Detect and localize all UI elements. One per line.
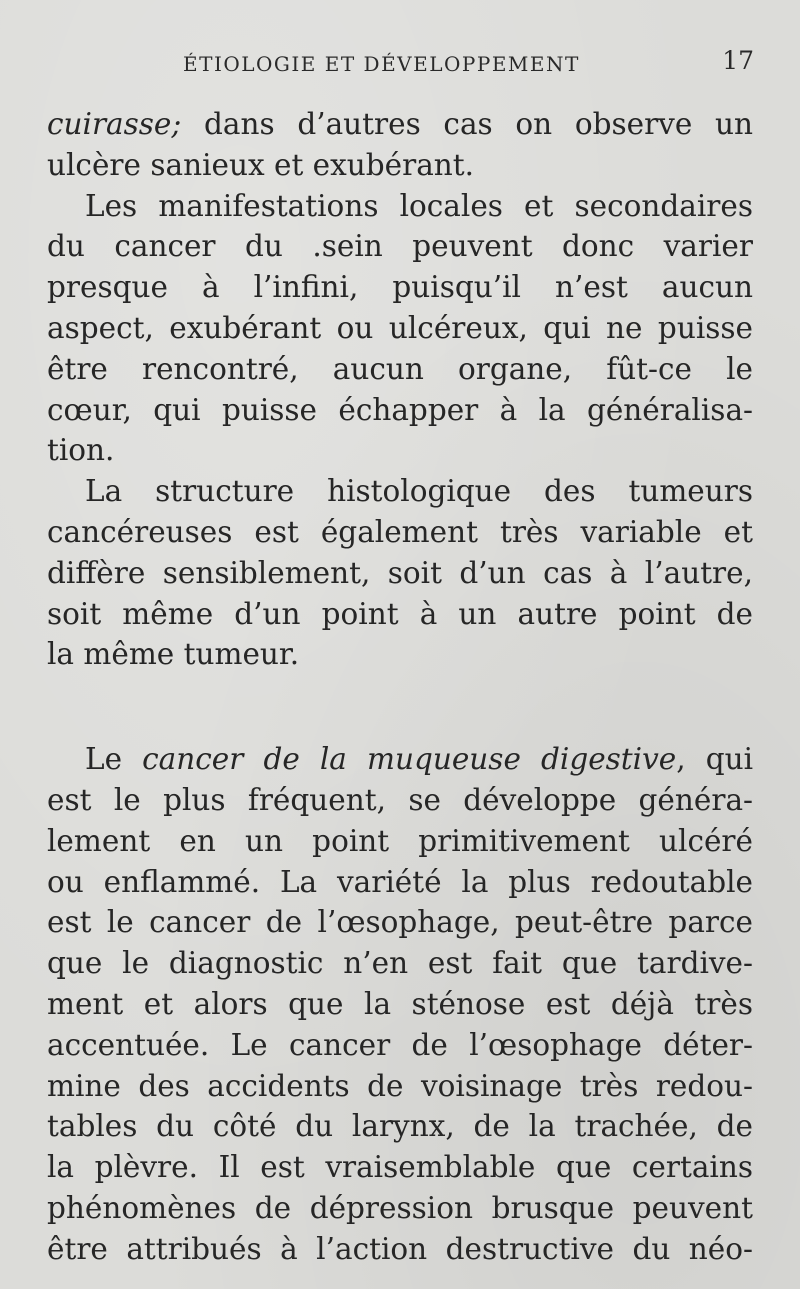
text-run: est le plus fréquent, se développe généra- [47,782,753,817]
text-line [47,145,753,186]
italic-text: cancer de la muqueuse digestive [142,742,677,777]
text-run: la même tumeur. [47,637,300,672]
text-line [47,553,753,594]
text-line [47,226,753,267]
text-run: accentuée. Le cancer de l’œsophage déter- [47,1027,753,1062]
text-line [47,471,753,512]
text-run: ou enflammé. La variété la plus redoutable [47,864,753,899]
running-title: ÉTIOLOGIE ET DÉVELOPPEMENT [183,52,580,76]
text-run: Le [85,742,143,777]
text-run: lement en un point primitivement ulcéré [47,823,753,858]
text-line [47,512,753,553]
text-line [47,1147,753,1188]
text-line [47,267,753,308]
text-run: mine des accidents de voisinage très redou- [47,1068,753,1103]
text-run: La structure histologique des tumeurs [85,474,753,509]
text-line [47,1066,753,1107]
text-line [47,390,753,431]
paragraph [47,471,753,675]
text-run: dans d’autres cas on observe un [181,107,753,141]
paragraph [47,739,753,1269]
text-line [47,1229,753,1270]
text-line [47,984,753,1025]
text-line [47,186,753,227]
text-run: , qui [676,742,753,777]
running-head [0,46,800,76]
text-line [47,821,753,862]
text-run: être attribués à l’action destructive du néo- [47,1231,753,1266]
text-line [47,862,753,903]
text-run: du cancer du .sein peuvent donc varier [47,229,753,264]
body-text [47,104,753,1270]
text-line [47,902,753,943]
text-run: cœur, qui puisse échapper à la généralisa- [47,392,753,427]
text-run: presque à l’infini, puisqu’il n’est aucun [47,270,753,305]
text-run: Les manifestations locales et secondaires [85,188,753,223]
text-run: ment et alors que la sténose est déjà très [47,986,753,1021]
text-run: diffère sensiblement, soit d’un cas à l’autre, [47,555,753,590]
text-line [47,1106,753,1147]
text-run: tables du côté du larynx, de la trachée, de [47,1109,753,1144]
text-run: la plèvre. Il est vraisemblable que certains [47,1150,753,1185]
text-line [47,430,753,471]
text-line [47,308,753,349]
text-run: aspect, exubérant ou ulcéreux, qui ne puisse [47,310,753,345]
text-run: soit même d’un point à un autre point de [47,596,753,631]
italic-text: cuirasse; [47,107,182,141]
text-run: être rencontré, aucun organe, fût-ce le [47,351,753,386]
text-line [47,943,753,984]
text-line [47,104,753,145]
text-run: que le diagnostic n’en est fait que tardive- [47,946,753,981]
paragraph [47,186,753,472]
section-gap [47,675,753,739]
text-run: phénomènes de dépression brusque peuvent [47,1190,753,1225]
text-line [47,1025,753,1066]
text-run: tion. [47,433,115,468]
text-run: cancéreuses est également très variable et [47,514,753,549]
text-line [47,780,753,821]
text-line [47,1188,753,1229]
text-line [47,349,753,390]
text-line [47,594,753,635]
text-run: ulcère sanieux et exubérant. [47,147,475,182]
text-line [47,634,753,675]
paragraph [47,104,753,186]
page-number: 17 [722,46,754,75]
text-line [47,739,753,780]
text-run: est le cancer de l’œsophage, peut-être parce [47,905,753,940]
